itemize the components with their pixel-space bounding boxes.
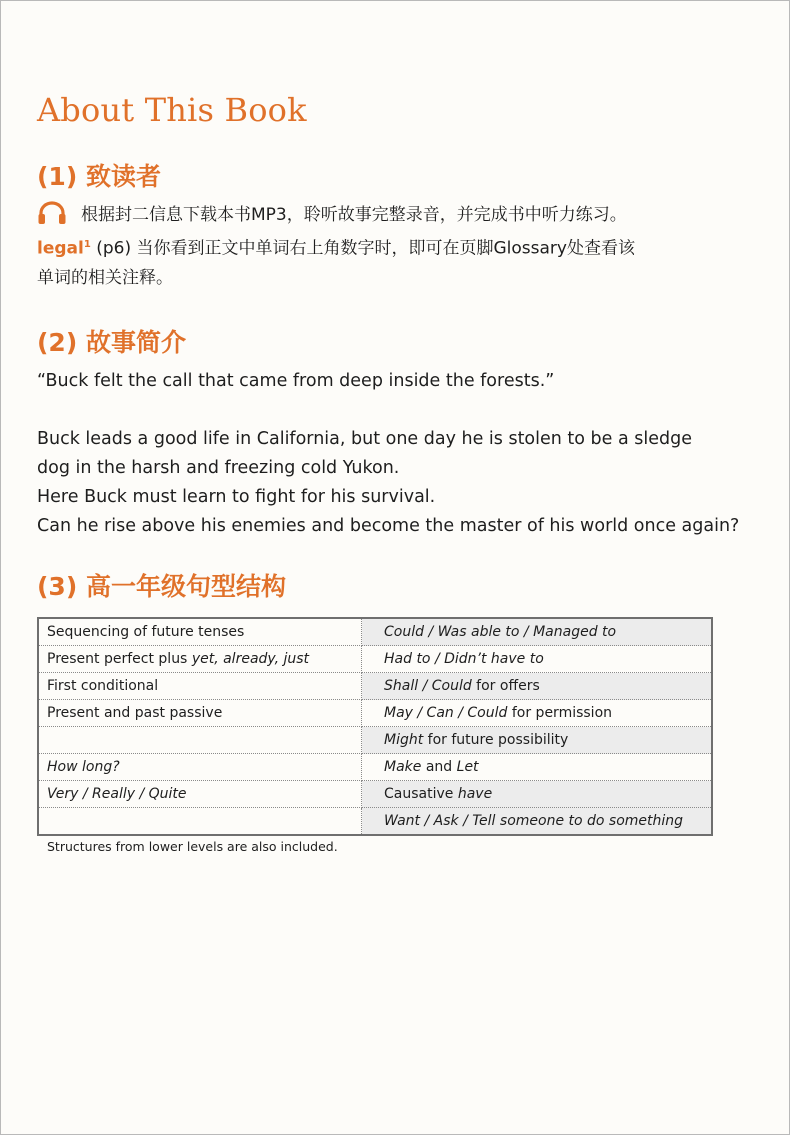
- table-cell: May / Can / Could for permission: [362, 700, 713, 727]
- story-line: Buck leads a good life in California, but one day he is stolen to be a sledge: [37, 429, 693, 449]
- section-3-heading: (3) 高一年级句型结构: [37, 572, 286, 601]
- table-cell: [38, 808, 362, 836]
- section-1-text: [37, 201, 727, 293]
- table-row: [38, 727, 712, 754]
- story-line: Can he rise above his enemies and become the master of his world once again?: [37, 516, 740, 536]
- table-cell: How long?: [38, 754, 362, 781]
- table-cell: Shall / Could for offers: [362, 673, 713, 700]
- table-cell: Very / Really / Quite: [38, 781, 362, 808]
- audio-instruction: 根据封二信息下载本书MP3，聆听故事完整录音，并完成书中听力练习。: [81, 205, 627, 225]
- section-2-heading: (2) 故事简介: [37, 328, 186, 357]
- table-cell: Sequencing of future tenses: [38, 618, 362, 646]
- table-row: [38, 618, 712, 646]
- story-summary: [37, 425, 740, 541]
- table-row: [38, 781, 712, 808]
- table-cell: Might for future possibility: [362, 727, 713, 754]
- table-cell: First conditional: [38, 673, 362, 700]
- book-title: About This Book: [37, 91, 307, 129]
- table-cell: Causative have: [362, 781, 713, 808]
- table-cell: Present perfect plus yet, already, just: [38, 646, 362, 673]
- table-row: [38, 700, 712, 727]
- story-line: dog in the harsh and freezing cold Yukon.: [37, 458, 400, 478]
- story-quote: “Buck felt the call that came from deep inside the forests.”: [37, 371, 555, 391]
- table-row: [38, 808, 712, 836]
- section-1-line-3: 单词的相关注释。: [37, 267, 173, 288]
- section-1-line-2: [37, 230, 727, 264]
- table-cell: Want / Ask / Tell someone to do something: [362, 808, 713, 836]
- story-line: Here Buck must learn to fight for his survival.: [37, 487, 436, 507]
- table-row: [38, 646, 712, 673]
- table-cell: Had to / Didn’t have to: [362, 646, 713, 673]
- section-1-heading: (1) 致读者: [37, 162, 161, 191]
- glossary-example-word: legal: [37, 238, 84, 259]
- section-1-line-1: [37, 201, 727, 230]
- table-cell: Make and Let: [362, 754, 713, 781]
- grammar-structures-table: [37, 617, 713, 836]
- table-cell: Could / Was able to / Managed to: [362, 618, 713, 646]
- table-row: [38, 673, 712, 700]
- glossary-superscript: 1: [83, 239, 91, 250]
- table-row: [38, 754, 712, 781]
- table-cell: [38, 727, 362, 754]
- table-footnote: Structures from lower levels are also included.: [47, 839, 338, 854]
- glossary-instruction: (p6) 当你看到正文中单词右上角数字时，即可在页脚Glossary处查看该: [90, 238, 635, 259]
- headphones-icon: [37, 201, 67, 225]
- table-cell: Present and past passive: [38, 700, 362, 727]
